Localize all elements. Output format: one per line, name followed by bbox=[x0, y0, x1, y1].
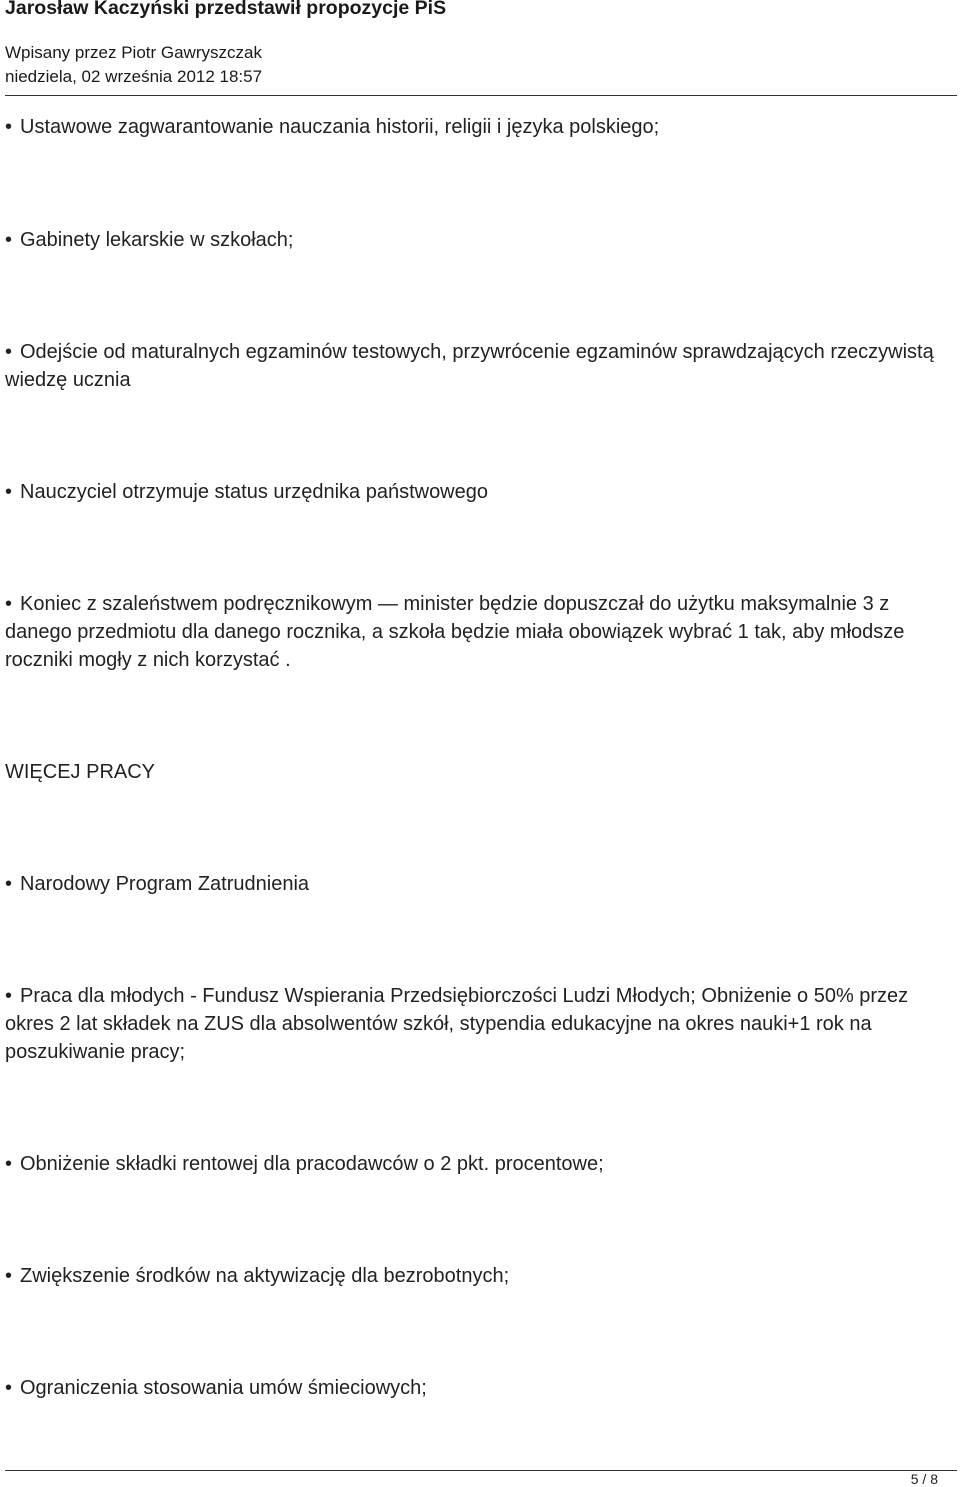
list-item-text: Ustawowe zagwarantowanie nauczania historii, religii i języka polskiego; bbox=[20, 116, 660, 138]
list-item bbox=[5, 982, 950, 1066]
bullet-icon: • bbox=[5, 593, 13, 615]
list-item bbox=[5, 338, 950, 394]
bullet-icon: • bbox=[5, 229, 13, 251]
bullet-icon: • bbox=[5, 481, 13, 503]
list-item bbox=[5, 1374, 950, 1402]
list-item-text: Obniżenie składki rentowej dla pracodawców o 2 pkt. procentowe; bbox=[20, 1153, 604, 1175]
bullet-icon: • bbox=[5, 341, 13, 363]
list-item-text: Praca dla młodych - Fundusz Wspierania Przedsiębiorczości Ludzi Młodych; Obniżenie o 50% przez okres 2 lat składek na ZUS dla absolwentów szkół, stypendia edukacyjne na okres nauki+1 rok na poszukiwanie pracy; bbox=[5, 985, 909, 1063]
footer-divider bbox=[5, 1470, 957, 1471]
list-item bbox=[5, 870, 950, 898]
list-item-text: Koniec z szaleństwem podręcznikowym — minister będzie dopuszczał do użytku maksymalnie 3 z danego przedmiotu dla danego rocznika, a szkoła będzie miała obowiązek wybrać 1 tak, aby młodsze roczniki mogły z nich korzystać . bbox=[5, 593, 905, 671]
section-heading: WIĘCEJ PRACY bbox=[5, 761, 156, 783]
bullet-icon: • bbox=[5, 1265, 13, 1287]
list-item bbox=[5, 1262, 950, 1290]
list-item bbox=[5, 478, 950, 506]
list-item-text: Gabinety lekarskie w szkołach; bbox=[20, 229, 294, 251]
article-title: Jarosław Kaczyński przedstawił propozycje PiS bbox=[5, 0, 447, 19]
bullet-icon: • bbox=[5, 985, 13, 1007]
article-date: niedziela, 02 września 2012 18:57 bbox=[5, 67, 263, 86]
bullet-icon: • bbox=[5, 116, 13, 138]
list-item-text: Nauczyciel otrzymuje status urzędnika państwowego bbox=[20, 481, 488, 503]
article-author: Wpisany przez Piotr Gawryszczak bbox=[5, 43, 262, 62]
bullet-icon: • bbox=[5, 1153, 13, 1175]
list-item-text: Odejście od maturalnych egzaminów testowych, przywrócenie egzaminów sprawdzających rzeczywistą wiedzę ucznia bbox=[5, 341, 934, 391]
list-item bbox=[5, 1150, 950, 1178]
bullet-icon: • bbox=[5, 1377, 13, 1399]
list-item-text: Zwiększenie środków na aktywizację dla bezrobotnych; bbox=[20, 1265, 510, 1287]
list-item-text: Ograniczenia stosowania umów śmieciowych; bbox=[20, 1377, 427, 1399]
list-item bbox=[5, 590, 950, 674]
page-number: 5 / 8 bbox=[910, 1471, 938, 1487]
list-item-text: Narodowy Program Zatrudnienia bbox=[20, 873, 310, 895]
list-item bbox=[5, 113, 950, 141]
header-divider bbox=[5, 95, 957, 96]
bullet-icon: • bbox=[5, 873, 13, 895]
list-item bbox=[5, 226, 950, 254]
